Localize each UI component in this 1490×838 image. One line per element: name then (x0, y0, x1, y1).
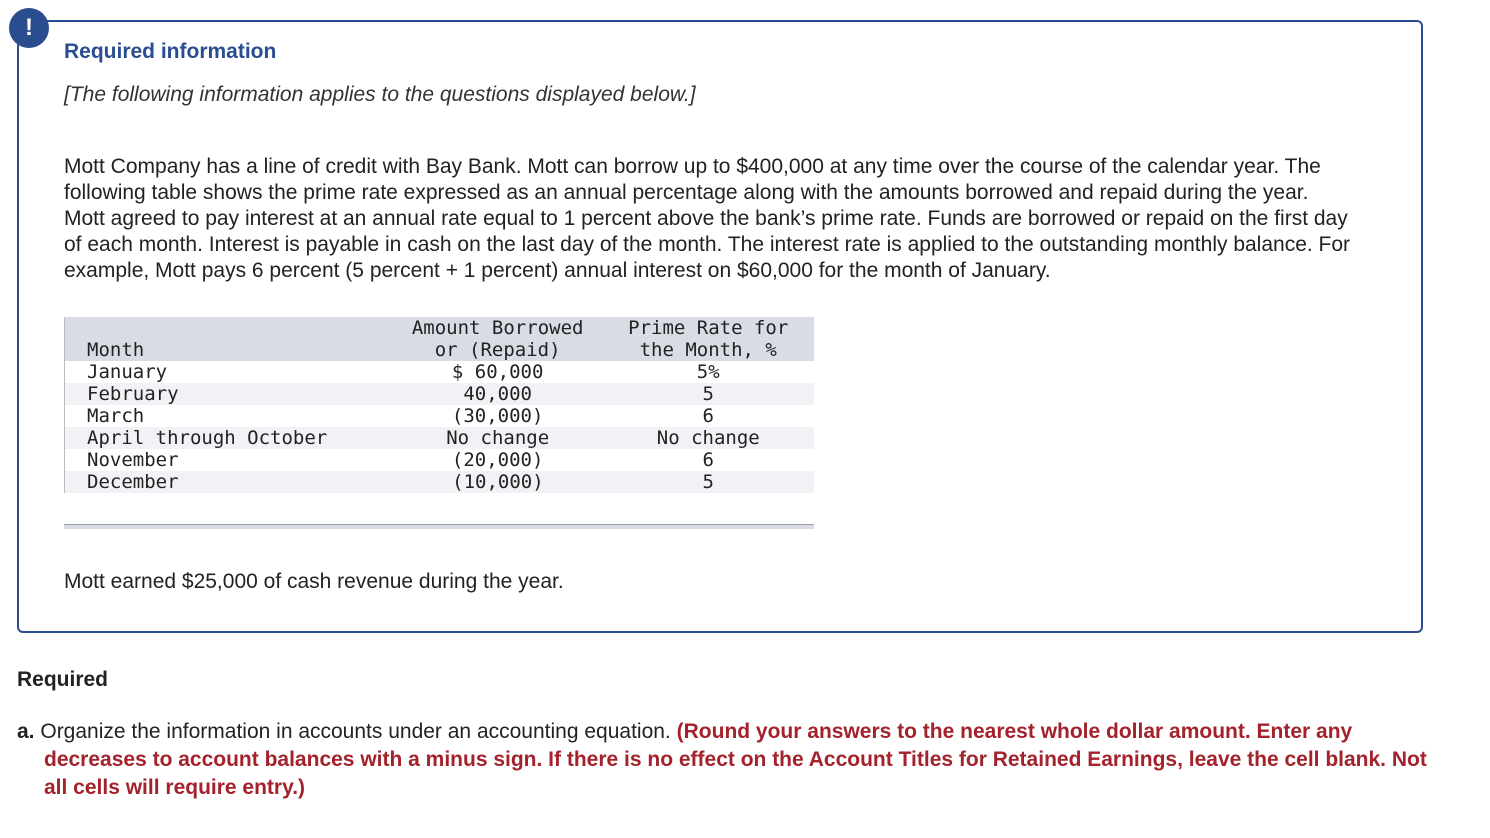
cell-amount: No change (393, 427, 602, 449)
question-letter: a. (17, 720, 35, 743)
cell-month: January (65, 361, 394, 383)
cell-rate: 6 (602, 405, 814, 427)
cell-amount: $ 60,000 (393, 361, 602, 383)
header-amount-line2: or (Repaid) (434, 339, 561, 361)
cell-month: December (65, 471, 394, 493)
question-a (17, 718, 1444, 802)
cell-amount: 40,000 (393, 383, 602, 405)
alert-icon: ! (9, 8, 49, 48)
applies-note: [The following information applies to the questions displayed below.] (64, 83, 696, 106)
revenue-note: Mott earned $25,000 of cash revenue during the year. (64, 570, 564, 593)
table-row (65, 405, 815, 427)
cell-month: March (65, 405, 394, 427)
cell-amount: (10,000) (393, 471, 602, 493)
header-month: Month (65, 317, 394, 361)
table-bottom-border (64, 524, 814, 529)
question-text: Organize the information in accounts under an accounting equation. (40, 720, 671, 743)
question-instructions: (Round your answers to the nearest whole dollar amount. Enter any decreases to account balances with a minus sign. If there is no effect on the Account Titles for Retained Earnings, leave the cell blank. Not all cells will require entry.) (44, 720, 1427, 799)
cell-rate: 5 (602, 383, 814, 405)
problem-description: Mott Company has a line of credit with Bay Bank. Mott can borrow up to $400,000 at any time over the course of the calendar year. The following table shows the prime rate expressed as an annual percentage along with the amounts borrowed and repaid during the year. Mott agreed to pay interest at an annual rate equal to 1 percent above the bank’s prime rate. Funds are borrowed or repaid on the first day of each month. Interest is payable in cash on the last day of the month. The interest rate is applied to the outstanding monthly balance. For example, Mott pays 6 percent (5 percent + 1 percent) annual interest on $60,000 for the month of January. (64, 155, 1351, 282)
header-rate-line2: the Month, % (639, 339, 777, 361)
header-rate (602, 317, 814, 361)
required-heading: Required (17, 668, 109, 691)
table-row (65, 383, 815, 405)
cell-rate: No change (602, 427, 814, 449)
cell-month: February (65, 383, 394, 405)
cell-rate: 5% (602, 361, 814, 383)
cell-rate: 6 (602, 449, 814, 471)
required-information-title: Required information (64, 40, 277, 63)
table-row (65, 471, 815, 493)
header-amount (393, 317, 602, 361)
header-rate-line1: Prime Rate for (628, 317, 789, 339)
credit-line-table (64, 317, 814, 493)
cell-amount: (20,000) (393, 449, 602, 471)
header-amount-line1: Amount Borrowed (411, 317, 584, 339)
table-row (65, 427, 815, 449)
table-row (65, 449, 815, 471)
cell-month: April through October (65, 427, 394, 449)
cell-rate: 5 (602, 471, 814, 493)
cell-amount: (30,000) (393, 405, 602, 427)
cell-month: November (65, 449, 394, 471)
table-row (65, 361, 815, 383)
table-header-row (65, 317, 815, 361)
